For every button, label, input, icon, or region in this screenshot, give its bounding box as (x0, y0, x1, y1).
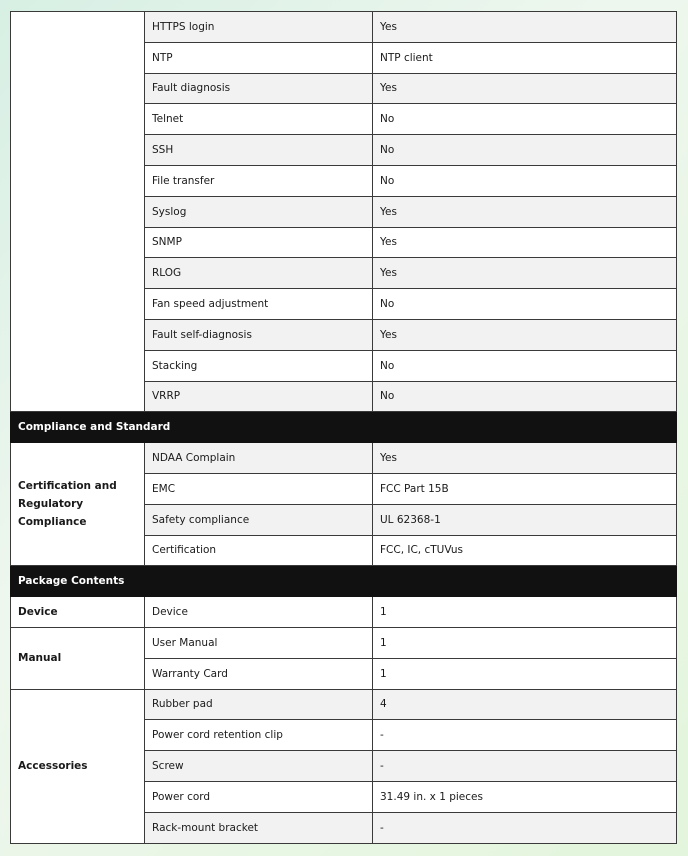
table-row (11, 689, 677, 720)
param-cell: HTTPS login (145, 12, 373, 43)
value-cell: 1 (373, 627, 677, 658)
param-cell: Telnet (145, 104, 373, 135)
value-cell: NTP client (373, 42, 677, 73)
param-cell: User Manual (145, 627, 373, 658)
param-cell: Power cord retention clip (145, 720, 373, 751)
section-title: Compliance and Standard (11, 412, 677, 443)
param-cell: RLOG (145, 258, 373, 289)
section-header-compliance (11, 412, 677, 443)
param-cell: EMC (145, 473, 373, 504)
section-header-package (11, 566, 677, 597)
table-row (11, 597, 677, 628)
param-cell: Rack-mount bracket (145, 812, 373, 843)
param-cell: Syslog (145, 196, 373, 227)
table-row (11, 627, 677, 658)
value-cell: UL 62368-1 (373, 504, 677, 535)
value-cell: Yes (373, 227, 677, 258)
param-cell: VRRP (145, 381, 373, 412)
param-cell: Screw (145, 751, 373, 782)
category-cell-device: Device (11, 597, 145, 628)
value-cell: No (373, 165, 677, 196)
value-cell: 1 (373, 658, 677, 689)
category-cell-accessories: Accessories (11, 689, 145, 843)
value-cell: No (373, 289, 677, 320)
value-cell: Yes (373, 319, 677, 350)
param-cell: Fault self-diagnosis (145, 319, 373, 350)
section-title: Package Contents (11, 566, 677, 597)
value-cell: 1 (373, 597, 677, 628)
value-cell: FCC Part 15B (373, 473, 677, 504)
value-cell: Yes (373, 258, 677, 289)
value-cell: Yes (373, 196, 677, 227)
param-cell: Fault diagnosis (145, 73, 373, 104)
value-cell: No (373, 135, 677, 166)
param-cell: Power cord (145, 781, 373, 812)
param-cell: Fan speed adjustment (145, 289, 373, 320)
param-cell: Device (145, 597, 373, 628)
value-cell: FCC, IC, cTUVus (373, 535, 677, 566)
value-cell: - (373, 812, 677, 843)
value-cell: No (373, 350, 677, 381)
category-cell-manual: Manual (11, 627, 145, 689)
param-cell: Warranty Card (145, 658, 373, 689)
specifications-table (10, 11, 677, 844)
param-cell: Certification (145, 535, 373, 566)
value-cell: 31.49 in. x 1 pieces (373, 781, 677, 812)
spec-sheet (10, 11, 676, 844)
param-cell: NTP (145, 42, 373, 73)
value-cell: 4 (373, 689, 677, 720)
param-cell: Rubber pad (145, 689, 373, 720)
table-row (11, 12, 677, 43)
table-row (11, 443, 677, 474)
param-cell: Stacking (145, 350, 373, 381)
value-cell: No (373, 381, 677, 412)
value-cell: Yes (373, 73, 677, 104)
value-cell: - (373, 751, 677, 782)
value-cell: Yes (373, 443, 677, 474)
param-cell: File transfer (145, 165, 373, 196)
value-cell: No (373, 104, 677, 135)
value-cell: Yes (373, 12, 677, 43)
category-cell-certification: Certification and Regulatory Compliance (11, 443, 145, 566)
value-cell: - (373, 720, 677, 751)
param-cell: Safety compliance (145, 504, 373, 535)
param-cell: SNMP (145, 227, 373, 258)
param-cell: NDAA Complain (145, 443, 373, 474)
param-cell: SSH (145, 135, 373, 166)
category-cell-management (11, 12, 145, 412)
